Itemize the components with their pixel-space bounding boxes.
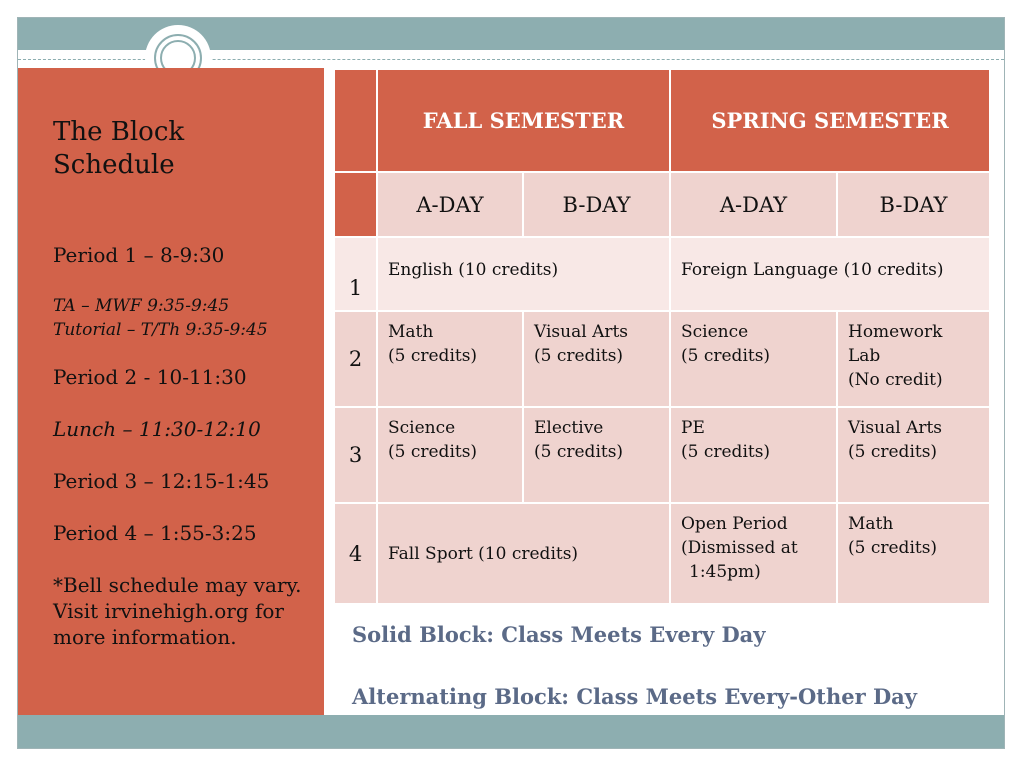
table-cell: Foreign Language (10 credits) [670, 237, 990, 311]
semester-header-row [334, 69, 990, 172]
spring-semester-header: SPRING SEMESTER [670, 69, 990, 172]
corner-cell-lower [334, 172, 377, 237]
table-cell [837, 503, 990, 604]
solid-block-legend: Solid Block: Class Meets Every Day [352, 622, 766, 647]
period-number: 4 [334, 503, 377, 604]
cell-line: (5 credits) [848, 538, 938, 558]
day-header: B-DAY [837, 172, 990, 237]
cell-line: Math [848, 514, 894, 534]
day-header: A-DAY [670, 172, 837, 237]
table-row [334, 237, 990, 311]
cell-line: (5 credits) [681, 442, 771, 462]
cell-line: Math [388, 322, 434, 342]
table-cell [670, 311, 837, 407]
cell-line: (5 credits) [388, 346, 478, 366]
cell-line: (Dismissed at [681, 538, 798, 558]
day-header: B-DAY [523, 172, 670, 237]
table-cell [377, 407, 523, 503]
table-cell [523, 407, 670, 503]
cell-line: Elective [534, 418, 604, 438]
cell-line: Science [388, 418, 456, 438]
period-number: 3 [334, 407, 377, 503]
cell-line: PE [681, 418, 705, 438]
cell-line: (5 credits) [534, 442, 624, 462]
table-cell [837, 311, 990, 407]
cell-line: (No credit) [848, 370, 943, 390]
sidebar-panel [18, 68, 324, 715]
cell-line: Visual Arts [848, 418, 943, 438]
period-2-time: Period 2 - 10-11:30 [53, 365, 247, 389]
cell-line: Visual Arts [534, 322, 629, 342]
table-cell: English (10 credits) [377, 237, 670, 311]
page-title: The Block Schedule [53, 117, 185, 180]
cell-line: Open Period [681, 514, 788, 534]
table-cell [377, 311, 523, 407]
table-row [334, 311, 990, 407]
corner-cell [334, 69, 377, 172]
table-cell [523, 311, 670, 407]
table-row [334, 407, 990, 503]
bell-schedule-note: *Bell schedule may vary. Visit irvinehigh.org for more information. [53, 573, 302, 649]
table-cell: Fall Sport (10 credits) [377, 503, 670, 604]
cell-line: (5 credits) [681, 346, 771, 366]
ta-time: TA – MWF 9:35-9:45 [53, 296, 230, 316]
cell-line: (5 credits) [388, 442, 478, 462]
table-cell [837, 407, 990, 503]
tutorial-time: Tutorial – T/Th 9:35-9:45 [53, 320, 268, 340]
period-1-time: Period 1 – 8-9:30 [53, 243, 225, 267]
cell-line: Science [681, 322, 749, 342]
period-number: 2 [334, 311, 377, 407]
day-header: A-DAY [377, 172, 523, 237]
day-header-row [334, 172, 990, 237]
period-4-time: Period 4 – 1:55-3:25 [53, 521, 257, 545]
period-number: 1 [334, 237, 377, 311]
cell-line: 1:45pm) [689, 562, 761, 582]
schedule-table [333, 68, 991, 605]
bottom-band [18, 715, 1004, 748]
alternating-block-legend: Alternating Block: Class Meets Every-Other Day [352, 684, 917, 709]
cell-line: Lab [848, 346, 881, 366]
fall-semester-header: FALL SEMESTER [377, 69, 670, 172]
cell-line: Homework [848, 322, 943, 342]
table-row [334, 503, 990, 604]
table-cell [670, 407, 837, 503]
lunch-time: Lunch – 11:30-12:10 [53, 417, 261, 441]
table-cell [670, 503, 837, 604]
cell-line: (5 credits) [534, 346, 624, 366]
cell-line: (5 credits) [848, 442, 938, 462]
period-3-time: Period 3 – 12:15-1:45 [53, 469, 270, 493]
